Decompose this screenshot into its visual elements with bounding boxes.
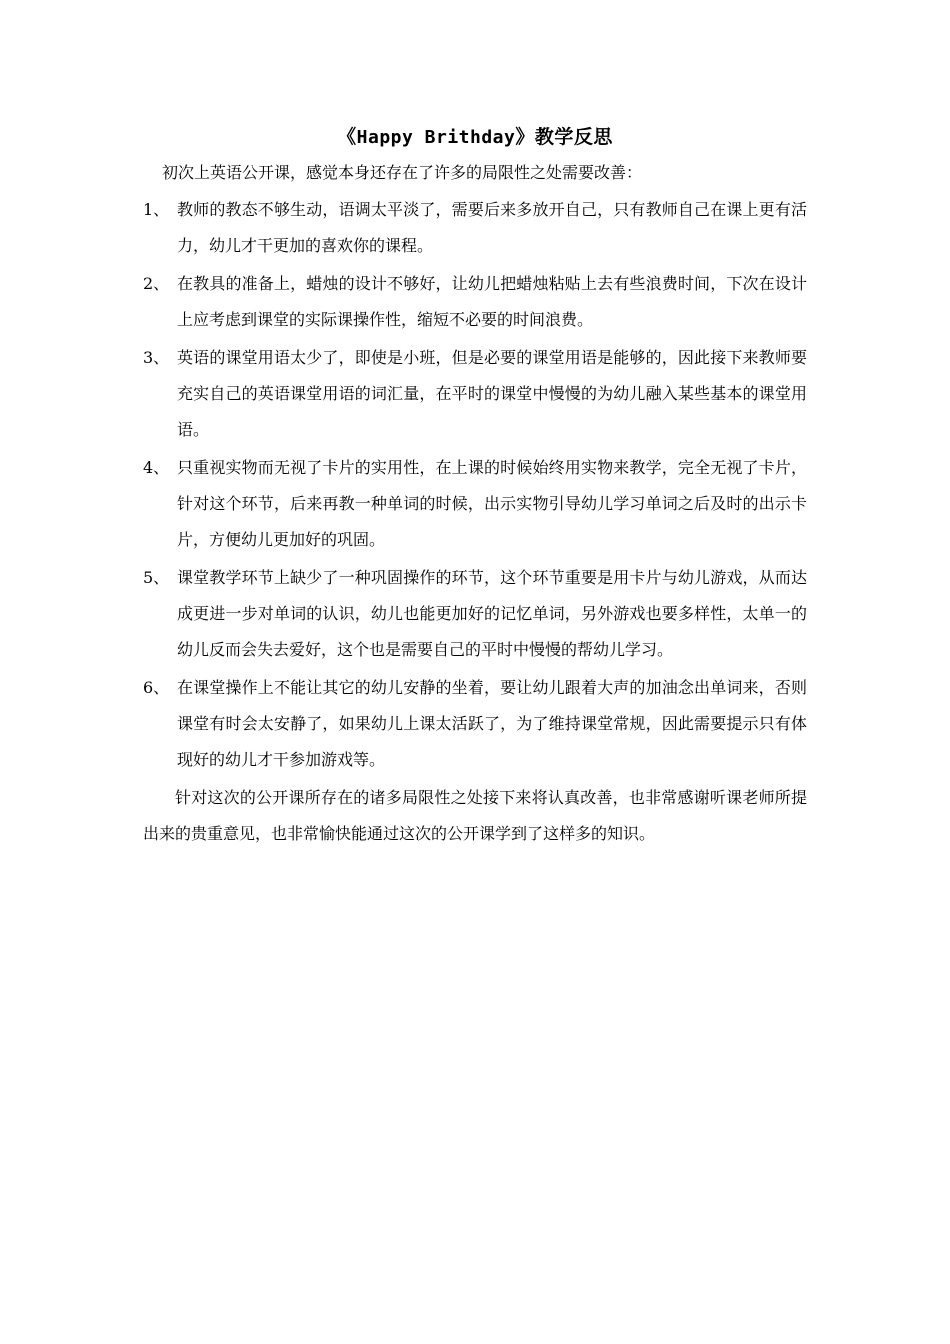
list-item-number: 5、 (143, 568, 170, 587)
list-item (143, 450, 807, 558)
list-item-text: 教师的教态不够生动，语调太平淡了，需要后来多放开自己，只有教师自己在课上更有活力，幼儿才干更加的喜欢你的课程。 (177, 200, 807, 255)
document-body (143, 122, 807, 852)
list-item (143, 560, 807, 668)
list-item-text: 在课堂操作上不能让其它的幼儿安静的坐着，要让幼儿跟着大声的加油念出单词来，否则课堂有时会太安静了，如果幼儿上课太活跃了，为了维持课堂常规，因此需要提示只有体现好的幼儿才干参加游戏等。 (177, 678, 807, 769)
list-item-text: 英语的课堂用语太少了，即使是小班，但是必要的课堂用语是能够的，因此接下来教师要充实自己的英语课堂用语的词汇量，在平时的课堂中慢慢的为幼儿融入某些基本的课堂用语。 (177, 348, 807, 439)
list-item (143, 192, 807, 264)
list-item-text: 在教具的准备上，蜡烛的设计不够好，让幼儿把蜡烛粘贴上去有些浪费时间，下次在设计上应考虑到课堂的实际课操作性，缩短不必要的时间浪费。 (177, 274, 807, 329)
list-item-number: 4、 (143, 458, 170, 477)
list-item-number: 6、 (143, 678, 170, 697)
reflection-list (143, 192, 807, 778)
title-prefix: 《 (337, 126, 357, 148)
intro-paragraph: 初次上英语公开课，感觉本身还存在了许多的局限性之处需要改善： (162, 163, 643, 182)
title-english: Happy Brithday (356, 127, 516, 148)
list-item-number: 1、 (143, 200, 170, 219)
list-item-number: 3、 (143, 348, 170, 367)
list-item-number: 2、 (143, 274, 170, 293)
document-title (143, 122, 807, 153)
list-item (143, 670, 807, 778)
list-item (143, 266, 807, 338)
list-item-text: 只重视实物而无视了卡片的实用性，在上课的时候始终用实物来教学，完全无视了卡片，针对这个环节，后来再教一种单词的时候，出示实物引导幼儿学习单词之后及时的出示卡片，方便幼儿更加好的巩固。 (177, 458, 807, 549)
list-item-text: 课堂教学环节上缺少了一种巩固操作的环节，这个环节重要是用卡片与幼儿游戏，从而达成更进一步对单词的认识，幼儿也能更加好的记忆单词，另外游戏也要多样性，太单一的幼儿反而会失去爱好，这个也是需要自己的平时中慢慢的帮幼儿学习。 (177, 568, 807, 659)
conclusion-paragraph: 针对这次的公开课所存在的诸多局限性之处接下来将认真改善，也非常感谢听课老师所提出来的贵重意见，也非常愉快能通过这次的公开课学到了这样多的知识。 (143, 788, 807, 843)
title-suffix: 》教学反思 (515, 126, 613, 148)
list-item (143, 340, 807, 448)
